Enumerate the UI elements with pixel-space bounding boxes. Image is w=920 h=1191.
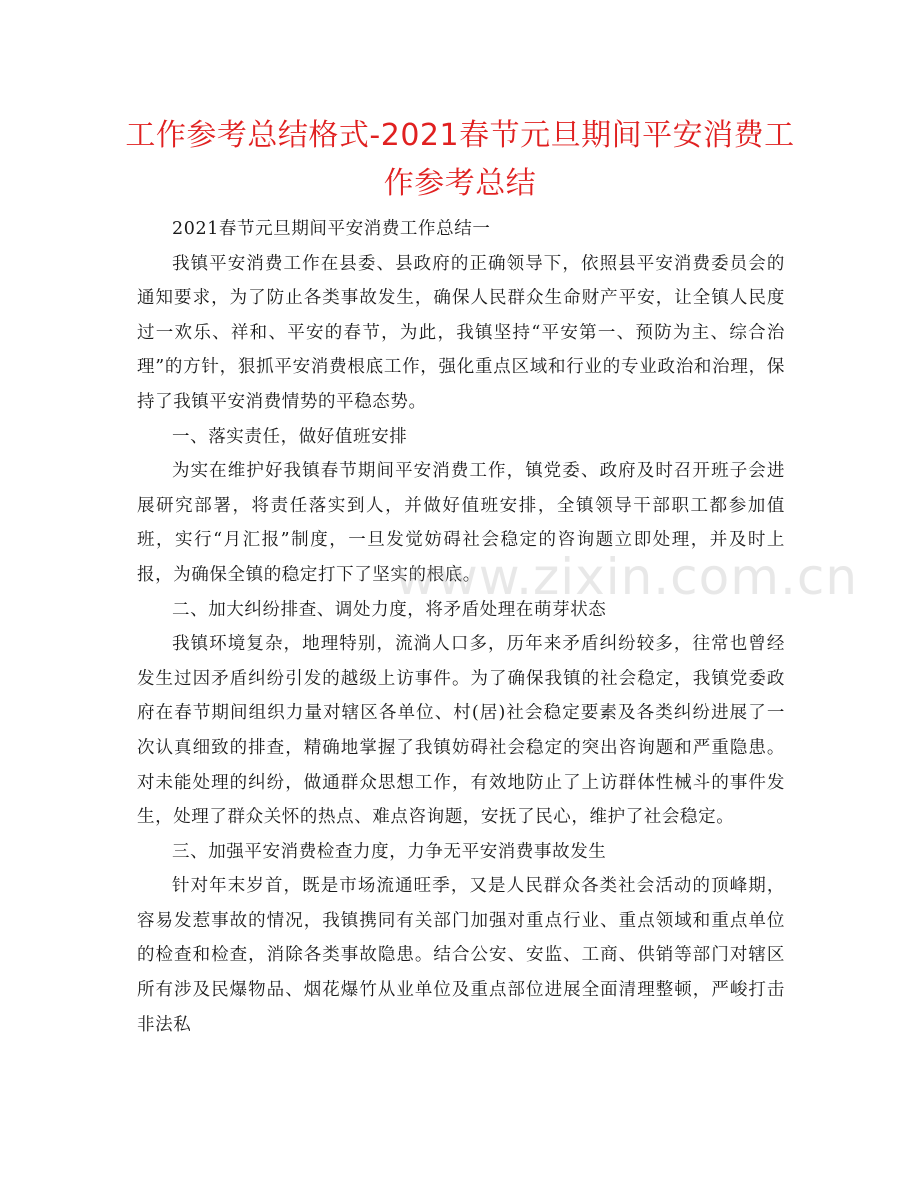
- document-subtitle: 2021春节元旦期间平安消费工作总结一: [172, 219, 491, 239]
- section-heading-1: 一、落实责任，做好值班安排: [172, 426, 408, 447]
- paragraph-section-1: 为实在维护好我镇春节期间平安消费工作，镇党委、政府及时召开班子会进展研究部署，将责任落实到人，并做好值班安排，全镇领导干部职工都参加值班，实行“月汇报”制度，一旦发觉妨碍社会稳定的咨询题立即处理，并及时上报，为确保全镇的稳定打下了坚实的根底。: [137, 461, 785, 585]
- section-heading-3: 三、加强平安消费检查力度，力争无平安消费事故发生: [172, 841, 607, 862]
- watermark: www.zixin.com.cn: [395, 548, 859, 606]
- paragraph-section-2: 我镇环境复杂，地理特别，流淌人口多，历年来矛盾纠纷较多，往常也曾经发生过因矛盾纠纷引发的越级上访事件。为了确保我镇的社会稳定，我镇党委政府在春节期间组织力量对辖区各单位、村(居)社会稳定要素及各类纠纷进展了一次认真细致的排查，精确地掌握了我镇妨碍社会稳定的突出咨询题和严重隐患。对未能处理的纠纷，做通群众思想工作，有效地防止了上访群体性械斗的事件发生，处理了群众关怀的热点、难点咨询题，安抚了民心，维护了社会稳定。: [137, 634, 785, 828]
- section-heading-2: 二、加大纠纷排查、调处力度，将矛盾处理在萌芽状态: [172, 599, 607, 620]
- document-title: 工作参考总结格式-2021春节元旦期间平安消费工作参考总结: [125, 118, 795, 201]
- document-body: [137, 212, 785, 1042]
- paragraph-section-3: 针对年末岁首，既是市场流通旺季，又是人民群众各类社会活动的顶峰期，容易发惹事故的情况，我镇携同有关部门加强对重点行业、重点领域和重点单位的检查和检查，消除各类事故隐患。结合公安、安监、工商、供销等部门对辖区所有涉及民爆物品、烟花爆竹从业单位及重点部位进展全面清理整顿，严峻打击非法私: [137, 876, 785, 1035]
- paragraph-intro: 我镇平安消费工作在县委、县政府的正确领导下，依照县平安消费委员会的通知要求，为了防止各类事故发生，确保人民群众生命财产平安，让全镇人民度过一欢乐、祥和、平安的春节，为此，我镇坚持“平安第一、预防为主、综合治理”的方针，狠抓平安消费根底工作，强化重点区域和行业的专业政治和治理，保持了我镇平安消费情势的平稳态势。: [137, 253, 785, 412]
